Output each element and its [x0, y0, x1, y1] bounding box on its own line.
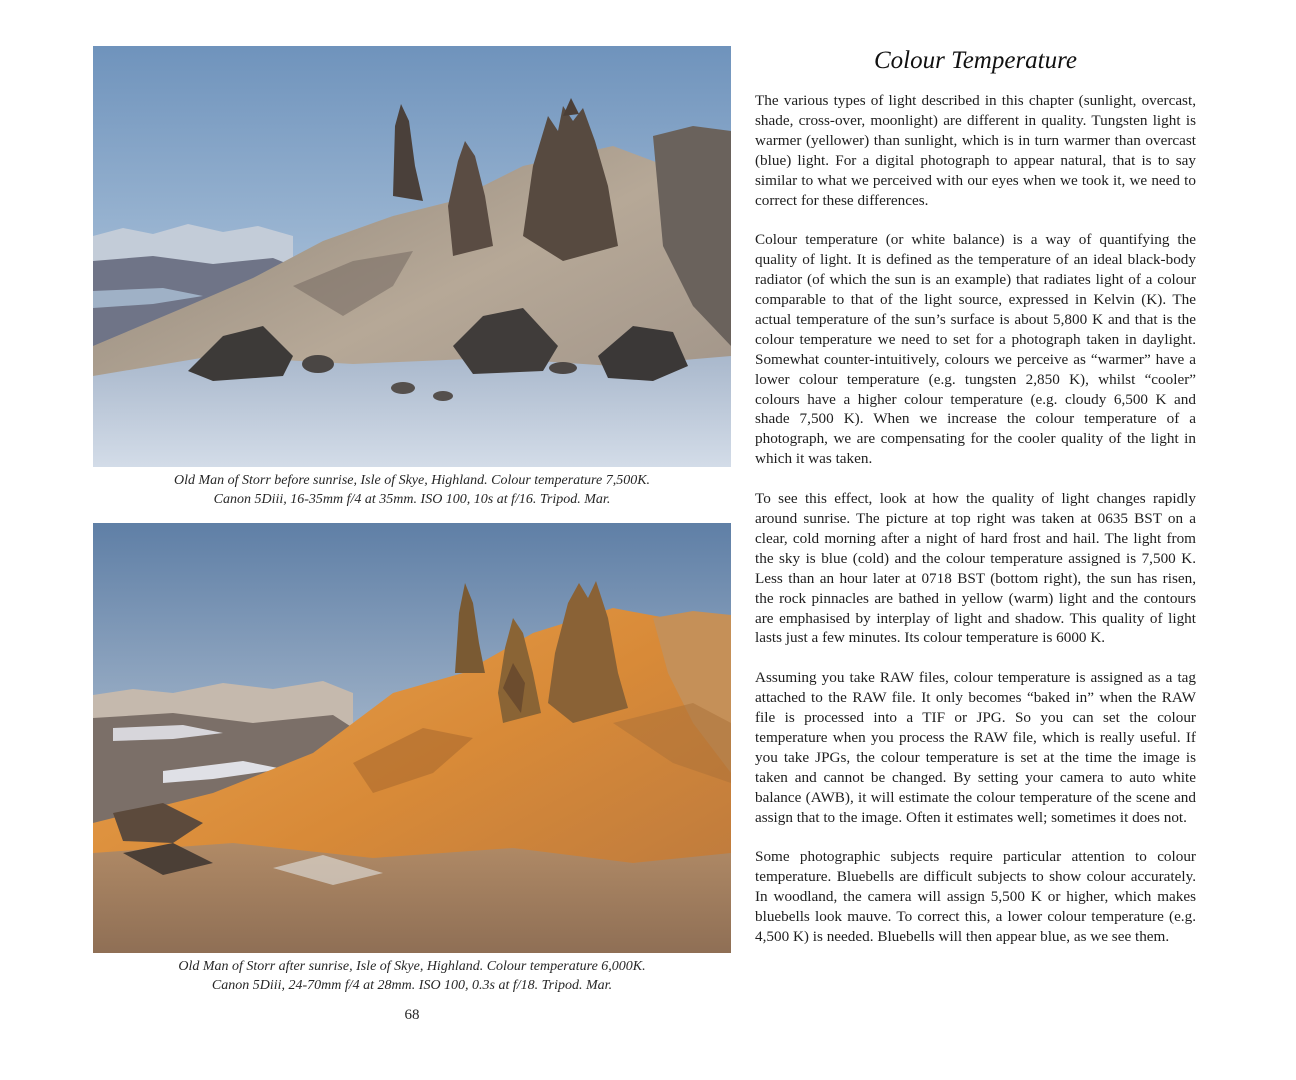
caption-line: Canon 5Diii, 24-70mm f/4 at 28mm. ISO 100, 0.3s at f/18. Tripod. Mar. — [211, 978, 613, 993]
photo-after-sunrise — [93, 523, 731, 953]
section-heading: Colour Temperature — [873, 47, 1078, 74]
caption-line: Old Man of Storr before sunrise, Isle of Skye, Highland. Colour temperature 7,500K. — [173, 473, 651, 488]
caption-line: Old Man of Storr after sunrise, Isle of Skye, Highland. Colour temperature 6,000K. — [178, 959, 646, 974]
photo-after-sunrise-caption — [93, 957, 731, 995]
caption-line: Canon 5Diii, 16-35mm f/4 at 35mm. ISO 100, 10s at f/16. Tripod. Mar. — [213, 492, 611, 507]
body-paragraph: Assuming you take RAW files, colour temperature is assigned as a tag attached to the RAW file. It only becomes “baked in” when the RAW file is processed into a TIF or JPG. So you can set the colour temperature when you process the RAW file, which is really useful. If you take JPGs, the colour temperature is set at the time the image is taken and cannot be changed. By setting your camera to auto white balance (AWB), it will estimate the colour temperature of the scene and assign that to the image. Often it estimates well; sometimes it does not. — [755, 669, 1196, 826]
body-paragraph: The various types of light described in this chapter (sunlight, overcast, shade, cross-over, moonlight) are different in quality. Tungsten light is warmer (yellower) than sunlight, which is in turn warmer than overcast (blue) light. For a digital photograph to appear natural, that is to say similar to what we perceived with our eyes when we took it, we need to correct for these differences. — [755, 92, 1196, 209]
photo-before-sunrise-caption — [93, 471, 731, 509]
photo-before-sunrise — [93, 46, 731, 467]
photo-after-sunrise-illustration — [93, 523, 731, 953]
body-paragraph: Colour temperature (or white balance) is a way of quantifying the quality of light. It is defined as the temperature of an ideal black-body radiator (of which the sun is an example) that radiates light of a colour comparable to that of the light source, expressed in Kelvin (K). The actual temperature of the sun’s surface is about 5,800 K and that is the colour temperature we need to set for a photograph taken in daylight. Somewhat counter-intuitively, colours we perceive as “warmer” have a lower colour temperature (e.g. tungsten 2,850 K), whilst “cooler” colours have a higher colour temperature (e.g. cloudy 6,500 K and shade 7,500 K). When we increase the colour temperature of a photograph, we are compensating for the cooler quality of the light in which it was taken. — [755, 231, 1196, 468]
body-text — [755, 91, 1196, 967]
photo-before-sunrise-illustration — [93, 46, 731, 467]
body-paragraph: To see this effect, look at how the quality of light changes rapidly around sunrise. The picture at top right was taken at 0635 BST on a clear, cold morning after a night of hard frost and hail. The light from the sky is blue (cold) and the colour temperature assigned is 7,500 K. Less than an hour later at 0718 BST (bottom right), the sun has risen, the rock pinnacles are bathed in yellow (warm) light and the contours are emphasised by interplay of light and shadow. This quality of light lasts just a few minutes. Its colour temperature is 6000 K. — [755, 490, 1196, 647]
page-number: 68 — [404, 1007, 420, 1023]
body-paragraph: Some photographic subjects require particular attention to colour temperature. Bluebells are difficult subjects to show colour accurately. In woodland, the camera will assign 5,500 K or higher, which makes bluebells look mauve. To correct this, a lower colour temperature (e.g. 4,500 K) is needed. Bluebells will then appear blue, as we see them. — [755, 848, 1196, 945]
